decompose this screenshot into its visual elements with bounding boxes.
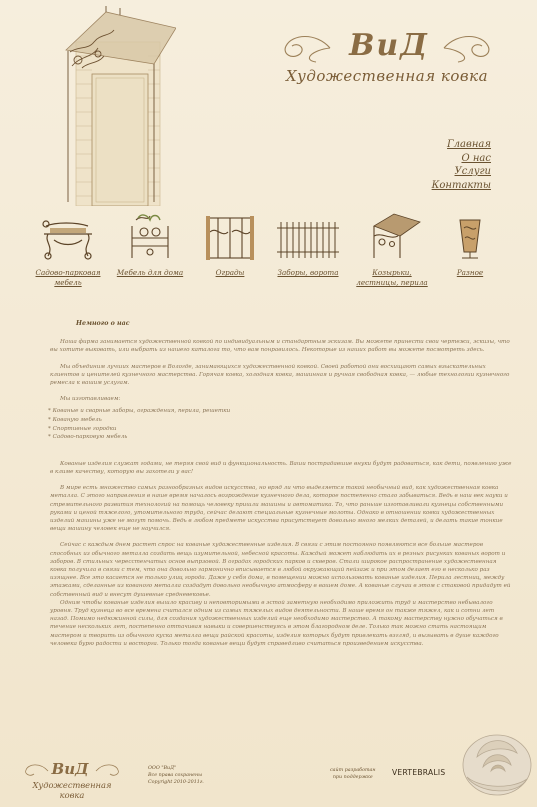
home-furniture-icon bbox=[118, 212, 182, 264]
fence-gate-icon bbox=[198, 212, 262, 264]
forged-fence-icon bbox=[273, 212, 343, 264]
list-item: * Кованые и сварные заборы, ограждения, перила, решетки bbox=[48, 407, 512, 416]
footer-rights: Все права сохранены bbox=[148, 772, 203, 778]
brand-subtitle: Художественная ковка bbox=[285, 67, 489, 85]
rose-decoration bbox=[447, 707, 537, 807]
category-garden-furniture[interactable] bbox=[28, 212, 108, 288]
about-heading: Немного о нас bbox=[76, 320, 130, 327]
footer-brand-name: ВиД bbox=[51, 760, 89, 778]
category-canopies[interactable] bbox=[352, 212, 432, 288]
nav-home[interactable]: Главная bbox=[447, 139, 491, 150]
about-paragraph-3: Кованые изделия служат годами, не теряя свой вид и функциональность. Ваши пострадавшие внуки будут радоваться, как дети, появлению уже в климе качеству, которую вы захотели у вас! bbox=[50, 460, 512, 475]
garden-bench-icon bbox=[36, 212, 100, 264]
category-strip bbox=[28, 212, 510, 302]
about-paragraph-6: Одним чтобы кованые изделия вышло красиву и неповторимыми в эстой заметную необходимо приложить труд и мастерство небывалого уровня. Труд кузнеца во все времена считался одним из самых тяжелых видов деятельности. В наше время он также тяжел, как и сотни лет назад. Помимо недюжинной силы, для создания художественных изделий еще необходимо мастерство. А такому мастерству нужно обучаться в течение нескольких лет, постепенно оттачивая навыки и совершенствуясь в этом благородном деле. Только так можно стать настоящим мастером и творить из обычного куска металла вещи райской красоты, изделия которых будут привлекать взгляд, и вызывать в душе каждого человека бурю радости и восторга. Только тогда кованые вещи будут справедливо считаться произведением искусства. bbox=[50, 599, 503, 647]
list-item: * Садово-парковую мебель bbox=[48, 433, 512, 442]
misc-item-icon bbox=[438, 212, 502, 264]
footer-copyright-years: Copyright 2010-2011г. bbox=[148, 779, 204, 785]
category-misc-label: Разное bbox=[456, 268, 484, 277]
footer-logo[interactable] bbox=[22, 760, 122, 798]
brand-name: ВиД bbox=[349, 28, 429, 63]
about-paragraph-1: Наша фирма занимается художественной ковкой по индивидуальным и стандартным эскизам. Вы можете принести свои чертежи, эскизы, что вы хотите выковать, или выбрать из нашего каталога то, что вам понравилось. Некоторые из наших работ вы можете посмотреть здесь. bbox=[50, 339, 510, 354]
category-canopies-label: Козырьки, лестницы, перила bbox=[356, 268, 428, 287]
footer-dev-line-2: при поддержке bbox=[332, 774, 373, 780]
footer-developer-note bbox=[330, 768, 376, 782]
list-item: * Спортивные городки bbox=[48, 425, 512, 434]
footer-company: ООО "ВиД" bbox=[148, 766, 177, 771]
about-paragraph-2: Мы объединим лучших мастеров в Вологде, занимающихся художественной ковкой. Своей работой они восхищают самых взыскательных клиентов и ценителей кузнечного мастерства. Горячая ковка, холодная ковка, машинная и ручная свободная ковка, — любые технологии кузнечного ремесла к вашим услугам. bbox=[50, 363, 510, 387]
category-gates-label: Заборы, ворота bbox=[277, 268, 339, 277]
category-home-furniture[interactable] bbox=[110, 212, 190, 278]
category-garden-furniture-label: Садово-парковая мебель bbox=[35, 268, 101, 287]
doorway-canopy-illustration bbox=[58, 6, 176, 206]
developer-brand-link[interactable]: VERTEBRALIS bbox=[392, 768, 446, 777]
products-intro: Мы изготавливаем: bbox=[60, 396, 121, 403]
products-list bbox=[48, 407, 512, 441]
about-content bbox=[50, 320, 512, 656]
category-misc[interactable] bbox=[430, 212, 510, 278]
canopy-icon bbox=[360, 212, 424, 264]
category-fences[interactable] bbox=[190, 212, 270, 278]
footer-copyright bbox=[148, 766, 204, 786]
nav-contacts[interactable]: Контакты bbox=[431, 179, 491, 191]
brand-logo[interactable] bbox=[272, 26, 502, 96]
category-fences-label: Ограды bbox=[215, 268, 245, 277]
category-home-furniture-label: Мебель для дома bbox=[116, 268, 184, 277]
nav-services[interactable]: Услуги bbox=[454, 166, 491, 177]
footer-dev-line-1: сайт разработан bbox=[330, 768, 376, 773]
category-gates[interactable] bbox=[268, 212, 348, 278]
nav-about[interactable]: О нас bbox=[461, 152, 491, 164]
main-nav bbox=[432, 138, 491, 192]
about-paragraph-5: Сейчас с каждым днем растет спрос на кованые художественные изделия. В связи с этим постоянно появляются все больше мастеров способных из обычного металла создать вещь изумительной, небесной красоты. Каждый может наблюдать их в резных рисунках кованых ворот и заборов. В стильных чересстенчатых основ выпрзовой. В оградах городских парков и скверов. Стали широкое распространение художественная ковка получила в связи с тем, что она довольно гармонично вписывается в любой окружающий пейзаж и при этом делает его в несколько раз изящнее. Все это касается не только улиц города. Даже у себя дома, в помещении можно использовать кованые изделия. Перила лестниц, между этажами, сделанные из кованого металла создадут довольно необычную атмосферу в вашем доме. А кованые случаи в этом с стаковой придадут ей собственный вид и внесут душевные средневековье. bbox=[50, 542, 511, 598]
footer-brand-subtitle: Художественная ковка bbox=[32, 780, 112, 800]
about-paragraph-4: В мире есть множество самых разнообразных видов искусства, но вряд ли что выделяется такой необычный вид, как художественная ковка металла. С этого направления в наше время началось возрождение кузнечного дела, которое постепенно стало забываться. Ведь в наш век науки и стремительного развития технологий на помощь человеку пришли машины и автоматика. То, что раньше изготавливали кузнецы собственными руками и ценой тяжелого, утомительного труда, сейчас делают специальные кузнечные молоты. Однако в отношении ковки художественных изделий машины уже не могут помочь. Ведь в любом предмете искусства присутствует довольно много мелких деталей, и делать такие тонкие вещи машину человек еще не научился. bbox=[50, 485, 508, 533]
list-item: * Кованую мебель bbox=[48, 416, 512, 425]
